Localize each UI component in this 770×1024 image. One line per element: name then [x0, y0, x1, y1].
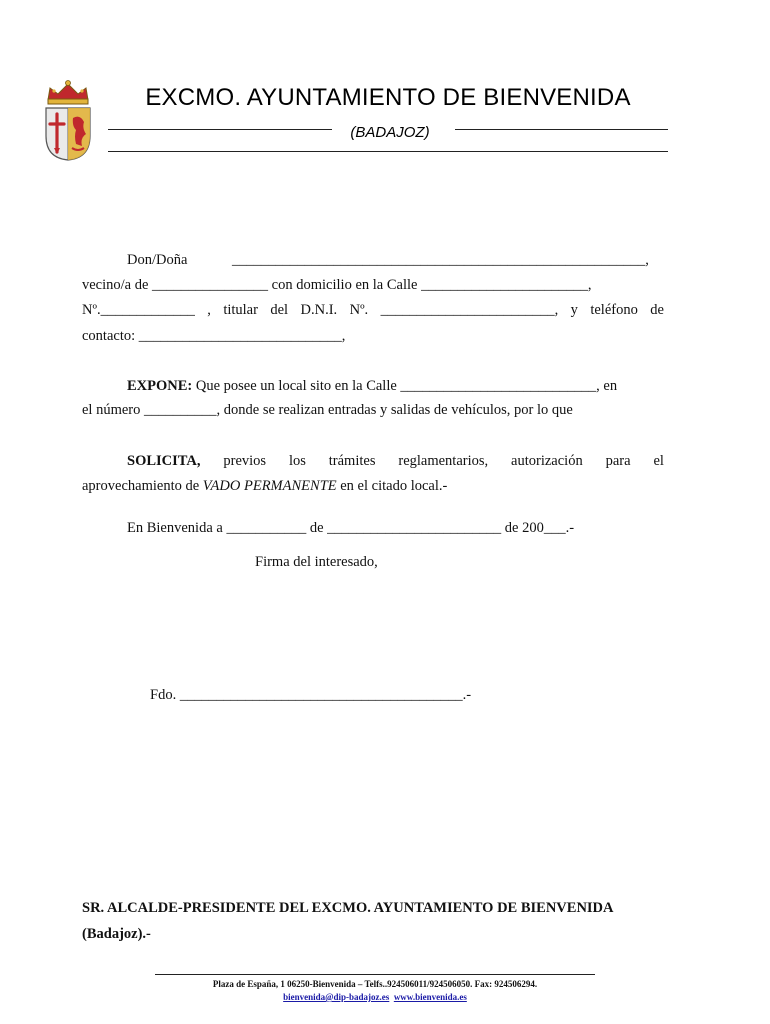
page-title: EXCMO. AYUNTAMIENTO DE BIENVENIDA [145, 84, 631, 111]
header-rule-right [455, 129, 668, 130]
dni-word: , [207, 302, 211, 318]
solicita-text-c: en el citado local.- [336, 478, 448, 494]
coat-of-arms-icon [42, 78, 94, 162]
form-line-contact: contacto: ____________________________, [82, 328, 346, 344]
header-rule-left [108, 129, 332, 130]
footer-address: Plaza de España, 1 06250-Bienvenida – Telfs..924506011/924506050. Fax: 924506294. [212, 979, 538, 989]
vado-permanente-text: VADO PERMANENTE [202, 478, 337, 494]
dni-word: ________________________, [380, 302, 559, 318]
solicita-word: reglamentarios, [398, 453, 489, 469]
dni-word: D.N.I. [300, 302, 338, 318]
dni-word: titular [223, 302, 258, 318]
form-line-name-label: Don/Doña [127, 252, 188, 268]
dni-word: y [570, 302, 578, 318]
dni-word: de [650, 302, 664, 318]
dni-word: del [270, 302, 289, 318]
solicita-word: autorización [511, 453, 583, 469]
addressee-line-1: SR. ALCALDE-PRESIDENTE DEL EXCMO. AYUNTAMIENTO DE BIENVENIDA [82, 900, 614, 916]
header-rule-full [108, 151, 668, 152]
addressee-line-2: (Badajoz).- [82, 926, 151, 942]
solicita-word: el [653, 453, 664, 469]
dni-word: teléfono [590, 302, 638, 318]
fdo-line: Fdo. _______________________________________.- [150, 687, 472, 703]
form-line-dni [82, 301, 664, 319]
dni-word: Nº. [349, 302, 369, 318]
solicita-word: los [288, 453, 306, 469]
page-subtitle: (BADAJOZ) [350, 124, 430, 141]
addressee-block [82, 895, 662, 947]
solicita-word: para [605, 453, 631, 469]
solicita-line-2 [82, 477, 447, 495]
signature-label: Firma del interesado, [255, 554, 378, 570]
form-line-name-blank: _________________________________________________________, [232, 252, 649, 268]
solicita-word: previos [223, 453, 267, 469]
dni-word: Nº._____________ [82, 302, 195, 318]
form-line-residence: vecino/a de ________________ con domicilio en la Calle _______________________, [82, 277, 592, 293]
footer-links [100, 991, 650, 1004]
expone-text: Que posee un local sito en la Calle ___________________________, en [192, 378, 618, 394]
solicita-line [127, 452, 664, 470]
solicita-text-a: aprovechamiento de [82, 478, 203, 494]
solicita-word: trámites [328, 453, 376, 469]
expone-label: EXPONE: [127, 378, 193, 394]
email-link[interactable]: bienvenida@dip-badajoz.es [283, 992, 390, 1002]
solicita-label: SOLICITA, [127, 453, 201, 469]
expone-line [127, 377, 617, 395]
website-link[interactable]: www.bienvenida.es [393, 992, 467, 1002]
date-line: En Bienvenida a ___________ de ________________________ de 200___.- [127, 520, 575, 536]
footer-rule [155, 974, 595, 975]
footer [100, 978, 650, 1004]
expone-line-2: el número __________, donde se realizan entradas y salidas de vehículos, por lo que [82, 402, 573, 418]
